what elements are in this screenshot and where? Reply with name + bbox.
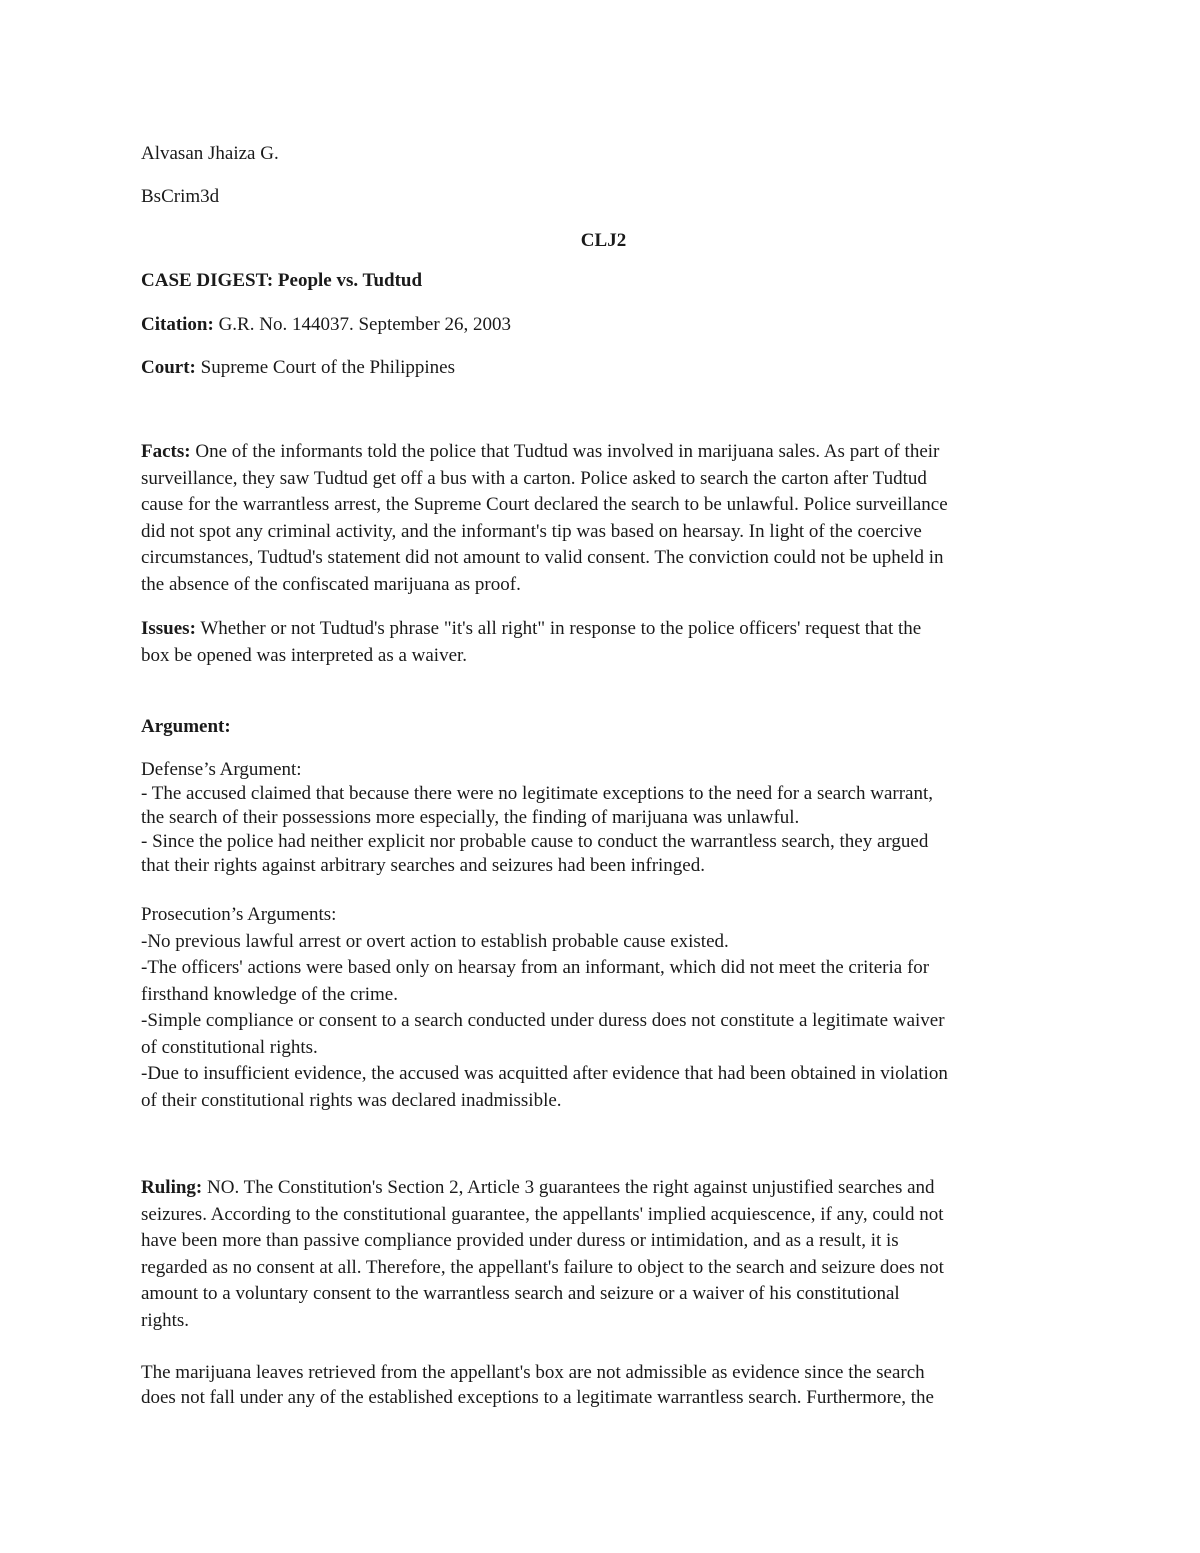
ruling-line: have been more than passive compliance provided under duress or intimidation, and as a result, it is: [141, 1230, 899, 1251]
document-page: [141, 0, 1066, 1553]
prosecution-line: -Simple compliance or consent to a search conducted under duress does not constitute a legitimate waiver: [141, 1010, 945, 1031]
prosecution-line: -The officers' actions were based only on hearsay from an informant, which did not meet the criteria for: [141, 957, 930, 978]
student-name: Alvasan Jhaiza G.: [141, 143, 279, 164]
citation-label: Citation:: [141, 314, 214, 335]
defense-arguments: [141, 758, 1066, 878]
ruling-label: Ruling:: [141, 1177, 203, 1198]
case-title: [141, 268, 1066, 295]
ruling-paragraph: [141, 1175, 1066, 1334]
argument-label: Argument:: [141, 716, 231, 737]
issues-line: [141, 616, 1066, 643]
section-code: BsCrim3d: [141, 186, 220, 207]
ruling-line-text: NO. The Constitution's Section 2, Article 3 guarantees the right against unjustified searches and: [202, 1177, 935, 1198]
prosecution-line: -Due to insufficient evidence, the accused was acquitted after evidence that had been obtained in violation: [141, 1063, 948, 1084]
ruling-continuation-line: The marijuana leaves retrieved from the appellant's box are not admissible as evidence since the search: [141, 1362, 925, 1383]
prosecution-arguments: [141, 902, 1066, 1114]
defense-line: the search of their possessions more especially, the finding of marijuana was unlawful.: [141, 807, 800, 828]
facts-line: [141, 439, 1066, 466]
prosecution-line: -No previous lawful arrest or overt action to establish probable cause existed.: [141, 930, 729, 952]
facts-line: the absence of the confiscated marijuana as proof.: [141, 573, 521, 595]
ruling-continuation-line: does not fall under any of the established exceptions to a legitimate warrantless search. Furthermore, the: [141, 1387, 934, 1408]
prosecution-heading: Prosecution’s Arguments:: [141, 904, 337, 925]
court-label: Court:: [141, 357, 196, 378]
facts-line: did not spot any criminal activity, and the informant's tip was based on hearsay. In light of the coercive: [141, 520, 922, 542]
defense-heading: Defense’s Argument:: [141, 759, 302, 780]
ruling-line: amount to a voluntary consent to the warrantless search and seizure or a waiver of his constitutional: [141, 1283, 900, 1304]
defense-line: - The accused claimed that because there were no legitimate exceptions to the need for a search warrant,: [141, 783, 933, 804]
facts-line: circumstances, Tudtud's statement did not amount to valid consent. The conviction could not be upheld in: [141, 547, 944, 568]
defense-line: - Since the police had neither explicit nor probable cause to conduct the warrantless search, they argued: [141, 831, 929, 852]
citation-line: [141, 312, 1066, 339]
issues-paragraph: [141, 616, 1066, 669]
prosecution-line: firsthand knowledge of the crime.: [141, 983, 398, 1005]
issues-line: box be opened was interpreted as a waiver.: [141, 644, 468, 666]
facts-label: Facts:: [141, 441, 191, 462]
court-value: Supreme Court of the Philippines: [195, 357, 456, 378]
facts-paragraph: [141, 439, 1066, 598]
ruling-line: seizures. According to the constitutional guarantee, the appellants' implied acquiescence, if any, could not: [141, 1203, 944, 1225]
defense-line: that their rights against arbitrary searches and seizures had been infringed.: [141, 855, 705, 876]
facts-line-text: One of the informants told the police that Tudtud was involved in marijuana sales. As part of their: [190, 441, 940, 462]
facts-line: surveillance, they saw Tudtud get off a bus with a carton. Police asked to search the carton after Tudtud: [141, 467, 927, 489]
ruling-line: rights.: [141, 1309, 190, 1331]
prosecution-line: of their constitutional rights was declared inadmissible.: [141, 1089, 562, 1111]
issues-line-text: Whether or not Tudtud's phrase "it's all right" in response to the police officers' request that the: [195, 618, 922, 639]
ruling-line: [141, 1175, 1066, 1202]
court-line: [141, 355, 1066, 382]
issues-label: Issues:: [141, 618, 196, 639]
facts-line: cause for the warrantless arrest, the Supreme Court declared the search to be unlawful. Police surveillance: [141, 494, 948, 515]
argument-heading: [141, 714, 1066, 741]
prosecution-line: of constitutional rights.: [141, 1036, 318, 1058]
course-code: [141, 228, 1066, 255]
course-code-text: CLJ2: [580, 230, 627, 251]
citation-value: G.R. No. 144037. September 26, 2003: [213, 314, 511, 335]
ruling-line: regarded as no consent at all. Therefore, the appellant's failure to object to the search and seizure does not: [141, 1256, 944, 1278]
ruling-continuation: [141, 1360, 1066, 1410]
case-title-text: CASE DIGEST: People vs. Tudtud: [141, 270, 423, 291]
